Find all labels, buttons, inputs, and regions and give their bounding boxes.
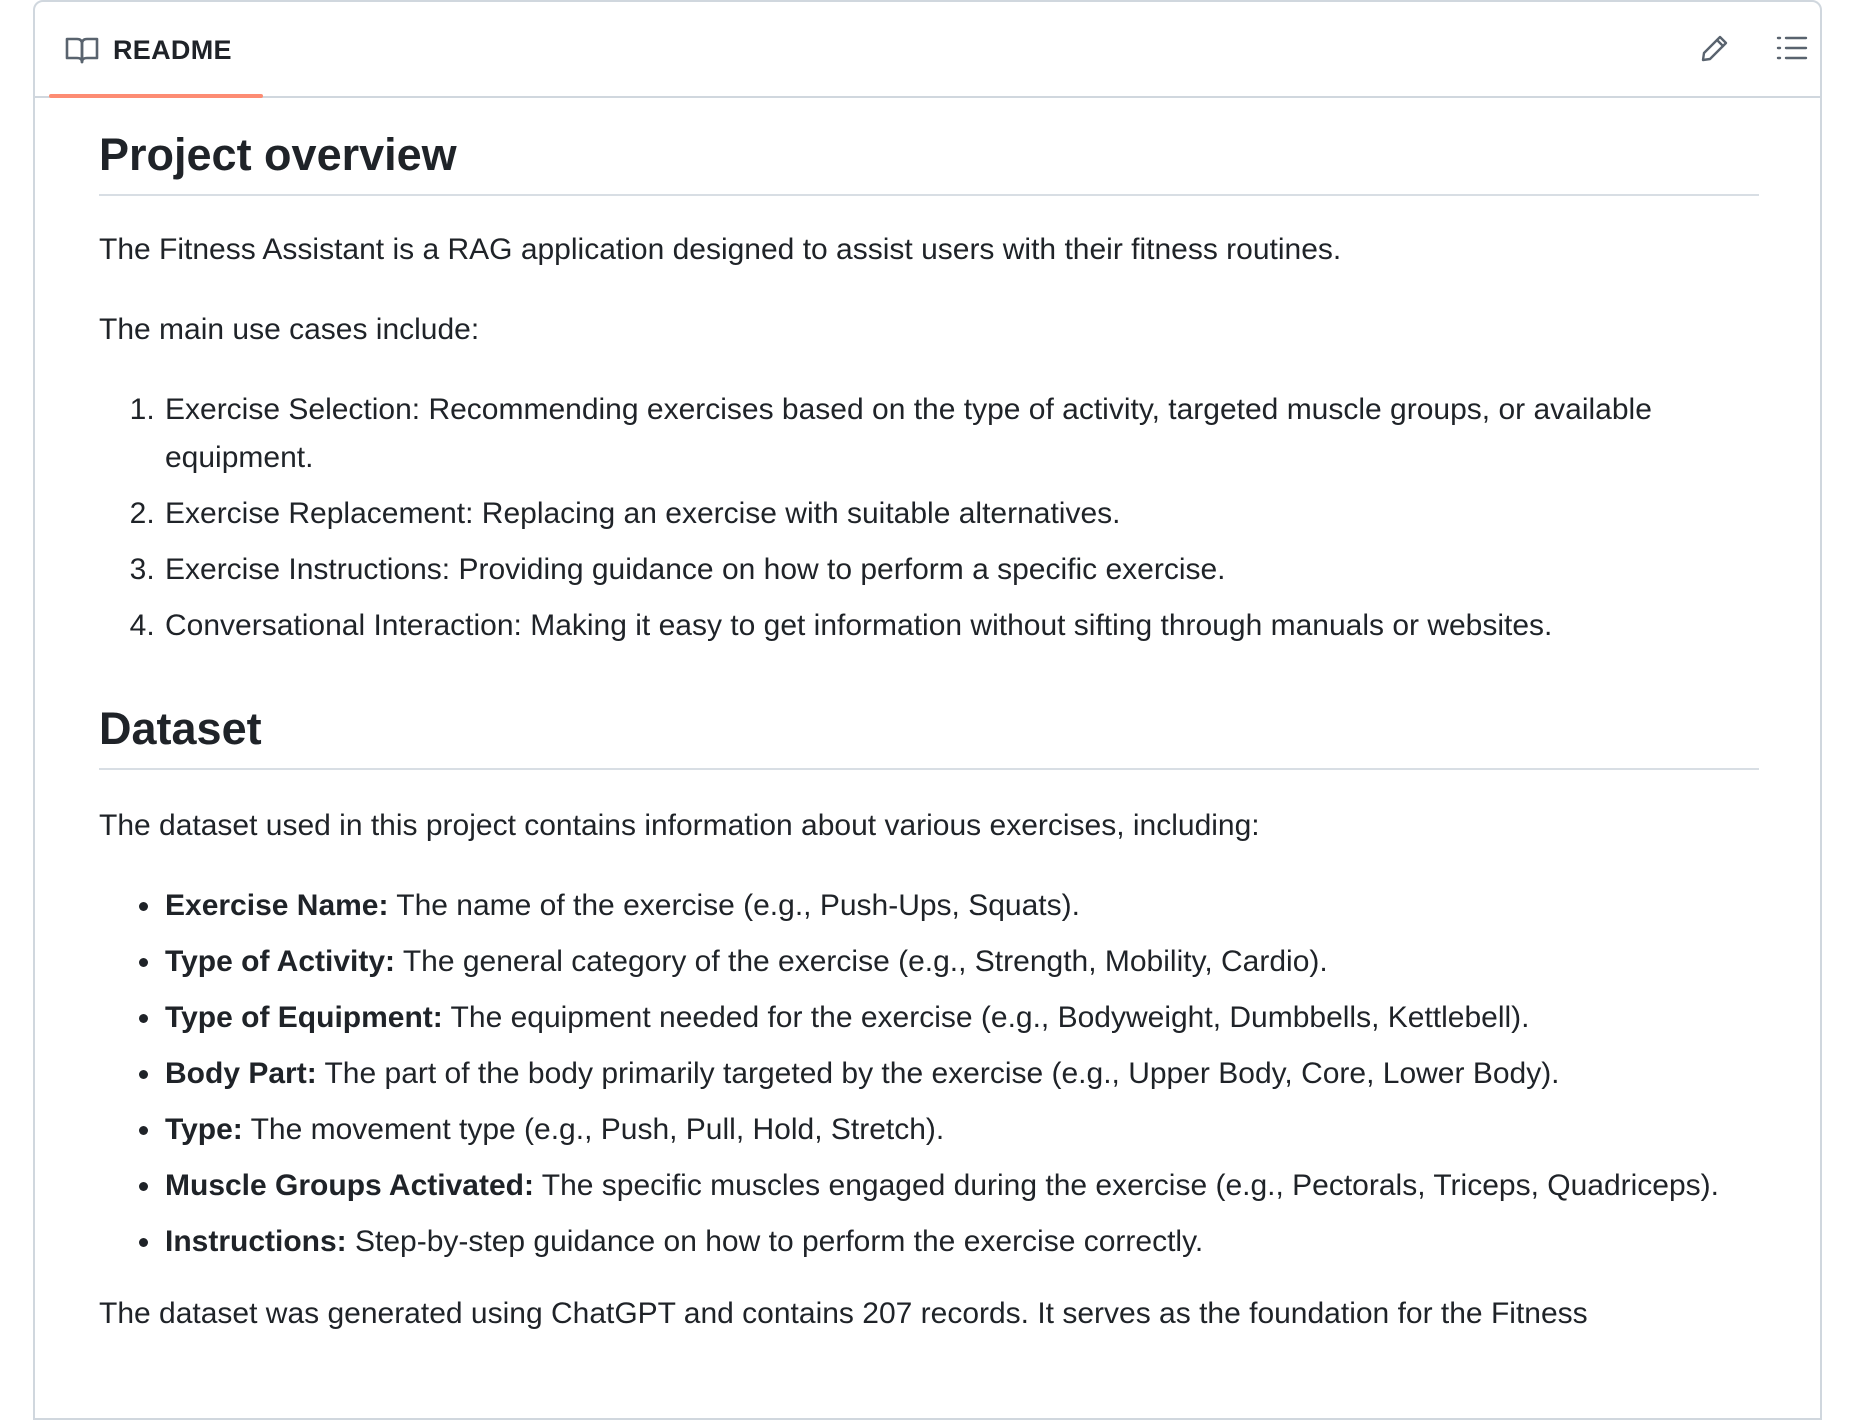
dataset-footer: The dataset was generated using ChatGPT and contains 207 records. It serves as the foundation for the Fitness [99,1297,1588,1330]
list-item: 2. Exercise Replacement: Replacing an exercise with suitable alternatives. [163,490,1759,538]
list-item [163,882,1759,930]
field-term: Type of Equipment: [165,1001,443,1034]
readme-tab-label: README [113,34,232,65]
list-item [163,1106,1759,1154]
use-case-list [99,386,1759,650]
list-item [163,1218,1759,1266]
field-desc: The part of the body primarily targeted by the exercise (e.g., Upper Body, Core, Lower Body). [316,1057,1560,1090]
field-term: Exercise Name: [165,889,389,922]
field-desc: The specific muscles engaged during the exercise (e.g., Pectorals, Triceps, Quadriceps). [533,1169,1719,1202]
use-cases-intro: The main use cases include: [99,313,480,346]
outline-button[interactable] [1772,30,1812,70]
field-desc: The general category of the exercise (e.g., Strength, Mobility, Cardio). [395,945,1328,978]
dataset-intro: The dataset used in this project contains information about various exercises, including: [99,809,1260,842]
field-desc: The equipment needed for the exercise (e.g., Bodyweight, Dumbbells, Kettlebell). [442,1001,1530,1034]
readme-content [99,98,1759,1338]
book-icon [65,35,99,65]
list-item [163,1162,1759,1210]
readme-panel [33,0,1822,1420]
field-desc: The name of the exercise (e.g., Push-Ups, Squats). [388,889,1080,922]
field-term: Muscle Groups Activated: [165,1169,534,1202]
readme-tab[interactable] [65,30,232,70]
field-term: Body Part: [165,1057,317,1090]
section-heading-overview: Project overview [99,128,1759,196]
pencil-icon [1700,33,1730,68]
field-term: Type of Activity: [165,945,396,978]
edit-file-button[interactable] [1695,30,1735,70]
field-desc: Step-by-step guidance on how to perform the exercise correctly. [346,1225,1204,1258]
list-item: 1. Exercise Selection: Recommending exercises based on the type of activity, targeted muscle groups, or available equipment. [163,386,1759,482]
overview-intro: The Fitness Assistant is a RAG application designed to assist users with their fitness routines. [99,233,1342,266]
section-heading-dataset: Dataset [99,702,1759,770]
field-term: Type: [165,1113,243,1146]
list-icon [1776,34,1808,67]
readme-header [35,2,1820,98]
list-item [163,938,1759,986]
list-item: 4. Conversational Interaction: Making it easy to get information without sifting through manuals or websites. [163,602,1759,650]
dataset-field-list [99,882,1759,1266]
field-term: Instructions: [165,1225,347,1258]
list-item: 3. Exercise Instructions: Providing guidance on how to perform a specific exercise. [163,546,1759,594]
list-item [163,994,1759,1042]
field-desc: The movement type (e.g., Push, Pull, Hold, Stretch). [242,1113,945,1146]
list-item [163,1050,1759,1098]
